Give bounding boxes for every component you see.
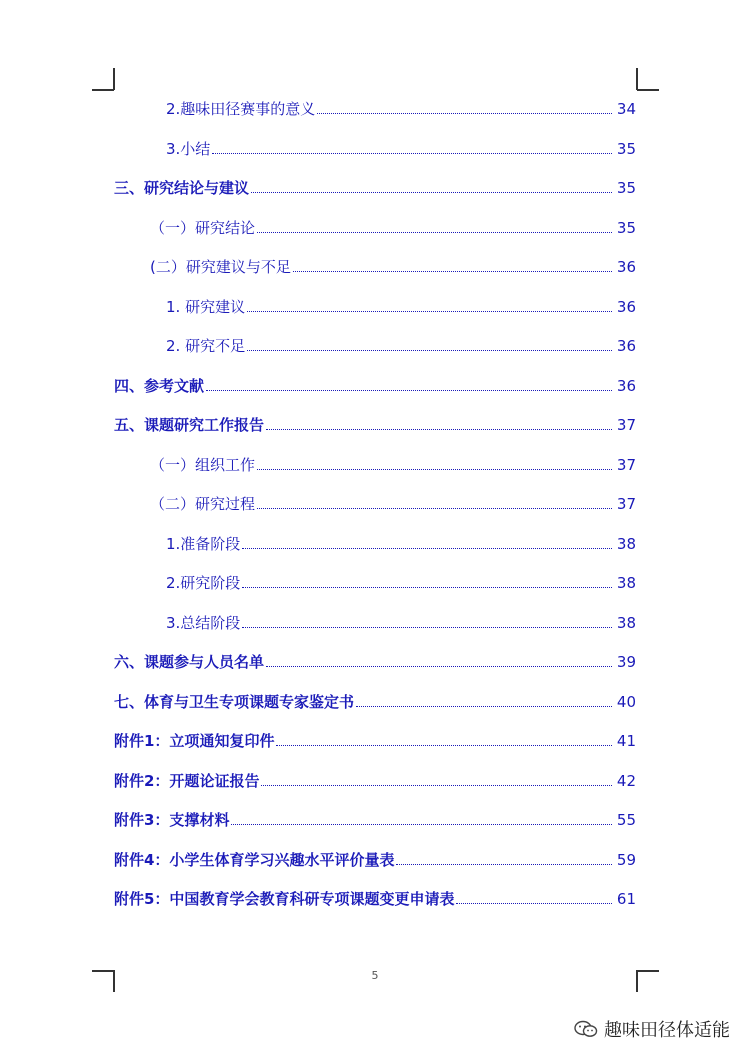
toc-entry[interactable]: [166, 573, 636, 593]
toc-leader-dots: [247, 349, 612, 351]
toc-entry-label: 2.研究阶段: [166, 574, 241, 592]
toc-entry[interactable]: [166, 139, 636, 159]
toc-entry[interactable]: [114, 771, 636, 791]
toc-leader-dots: [206, 389, 612, 391]
toc-entry-page: 35: [616, 218, 636, 237]
toc-entry-label: 2. 研究不足: [166, 337, 246, 355]
toc-entry-page: 35: [616, 139, 636, 158]
toc-leader-dots: [251, 191, 612, 193]
toc-entry-page: 36: [616, 337, 636, 355]
toc-entry-label: 3.小结: [166, 139, 211, 158]
toc-entry-label: 附件1：立项通知复印件: [114, 732, 275, 750]
toc-entry[interactable]: [114, 652, 636, 672]
toc-leader-dots: [261, 784, 612, 786]
toc-leader-dots: [247, 310, 612, 312]
toc-entry[interactable]: [114, 376, 636, 396]
toc-entry-label: 3.总结阶段: [166, 613, 241, 632]
brand-name: 趣味田径体适能: [604, 1020, 730, 1041]
toc-entry[interactable]: [114, 889, 636, 909]
toc-entry-page: 39: [616, 653, 636, 671]
toc-entry-label: （二）研究过程: [150, 495, 256, 513]
toc-entry-label: 四、参考文献: [114, 376, 205, 395]
toc-entry-label: 附件2：开题论证报告: [114, 771, 260, 790]
toc-entry[interactable]: [150, 494, 636, 514]
toc-entry-label: 附件4：小学生体育学习兴趣水平评价量表: [114, 850, 395, 869]
toc-entry[interactable]: [166, 336, 636, 356]
toc-entry[interactable]: [150, 455, 636, 475]
toc-entry-label: 五、课题研究工作报告: [114, 416, 265, 434]
toc-leader-dots: [231, 823, 612, 825]
toc-leader-dots: [317, 112, 612, 114]
toc-entry[interactable]: [114, 810, 636, 830]
toc-leader-dots: [257, 231, 612, 233]
toc-entry-label: 六、课题参与人员名单: [114, 653, 265, 671]
toc-entry-page: 55: [616, 811, 636, 829]
toc-leader-dots: [276, 744, 612, 746]
toc-entry-page: 41: [616, 732, 636, 750]
toc-entry[interactable]: [114, 415, 636, 435]
toc-entry-label: 三、研究结论与建议: [114, 179, 250, 197]
watermark-brand: [574, 1016, 730, 1042]
toc-entry-label: 1.准备阶段: [166, 534, 241, 553]
page-number: 5: [371, 969, 379, 982]
toc-entry-page: 61: [616, 890, 636, 908]
toc-leader-dots: [257, 468, 612, 470]
toc-leader-dots: [257, 507, 612, 509]
toc-entry-label: 七、体育与卫生专项课题专家鉴定书: [114, 692, 355, 711]
toc-entry[interactable]: [150, 218, 636, 238]
toc-leader-dots: [242, 586, 612, 588]
toc-leader-dots: [396, 863, 612, 865]
toc-entry-page: 38: [616, 574, 636, 592]
toc-entry-page: 37: [616, 455, 636, 474]
toc-entry-label: 2.趣味田径赛事的意义: [166, 100, 316, 118]
toc-leader-dots: [456, 902, 612, 904]
toc-entry-page: 34: [616, 100, 636, 118]
toc-entry-label: (二）研究建议与不足: [150, 258, 291, 276]
toc-entry[interactable]: [114, 692, 636, 712]
toc-entry-page: 36: [616, 258, 636, 276]
toc-entry[interactable]: [166, 99, 636, 119]
toc-entry-label: （一）组织工作: [150, 455, 256, 474]
toc-entry[interactable]: [166, 297, 636, 317]
toc-entry[interactable]: [114, 850, 636, 870]
toc-entry[interactable]: [166, 613, 636, 633]
toc-entry-page: 36: [616, 297, 636, 316]
toc-entry-label: （一）研究结论: [150, 218, 256, 237]
toc-entry-page: 40: [616, 692, 636, 711]
toc-entry-page: 38: [616, 613, 636, 632]
toc-leader-dots: [356, 705, 612, 707]
toc-entry-label: 附件5：中国教育学会教育科研专项课题变更申请表: [114, 890, 455, 908]
toc-entry-label: 1. 研究建议: [166, 297, 246, 316]
toc-entry-page: 36: [616, 376, 636, 395]
toc-leader-dots: [242, 547, 612, 549]
toc-entry-page: 37: [616, 416, 636, 434]
toc-leader-dots: [266, 428, 612, 430]
toc-leader-dots: [293, 270, 612, 272]
toc-entry-page: 42: [616, 771, 636, 790]
wechat-icon: [574, 1020, 598, 1038]
toc-entry[interactable]: [114, 178, 636, 198]
toc-entry-page: 38: [616, 534, 636, 553]
toc-entry[interactable]: [166, 534, 636, 554]
toc-entry-page: 35: [616, 179, 636, 197]
toc-entry-page: 59: [616, 850, 636, 869]
toc-entry-page: 37: [616, 495, 636, 513]
toc-leader-dots: [242, 626, 612, 628]
toc-leader-dots: [266, 665, 612, 667]
toc-entry[interactable]: [114, 731, 636, 751]
toc-entry-label: 附件3：支撑材料: [114, 811, 230, 829]
toc-entry[interactable]: [150, 257, 636, 277]
toc-leader-dots: [212, 152, 612, 154]
